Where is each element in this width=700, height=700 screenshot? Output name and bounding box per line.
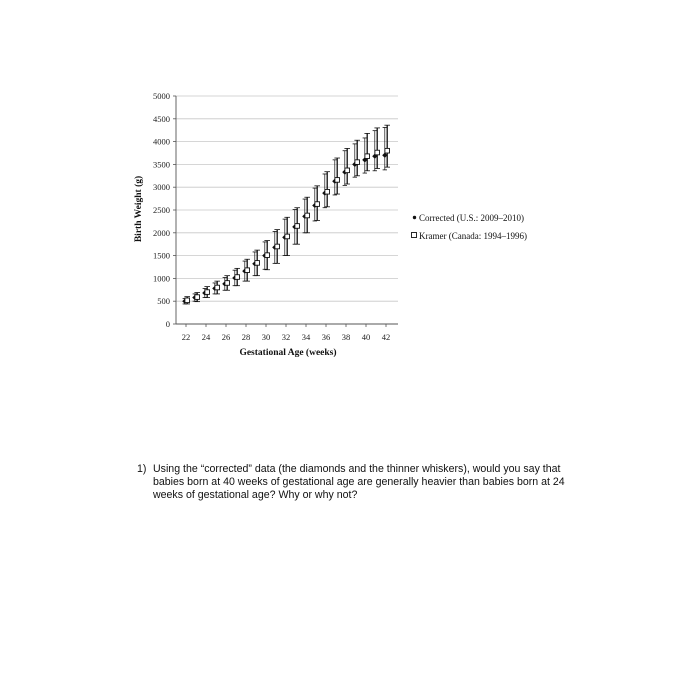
x-tick-label: 28 [241,332,251,342]
data-point-square [245,268,250,273]
x-tick-label: 22 [181,332,191,342]
x-axis-title: Gestational Age (weeks) [239,348,337,358]
data-point-square [305,213,310,218]
data-point-square [365,154,370,159]
data-point-square [275,244,280,249]
question-block [120,463,590,503]
y-tick-label: 4000 [153,136,170,147]
y-tick-label: 1000 [153,273,170,284]
question-number: 1) [137,463,147,475]
data-point-square [205,290,210,295]
legend-label-kramer: Kramer (Canada: 1994–1996) [419,231,527,241]
data-point-square [345,168,350,173]
data-point-square [315,202,320,207]
y-tick-label: 4500 [153,113,170,124]
data-point-square [195,295,200,300]
y-axis-title: Birth Weight (g) [134,175,144,243]
legend [412,213,527,241]
y-tick-label: 3000 [153,182,170,193]
x-tick-label: 26 [221,332,231,342]
data-point-square [215,285,220,290]
y-tick-label: 0 [165,319,170,329]
y-tick-label: 1500 [153,250,170,261]
y-tick-labels [153,91,170,329]
x-tick-label: 34 [301,332,311,342]
data-point-square [225,281,230,286]
data-point-square [265,253,270,258]
data-point-square [285,234,290,239]
legend-marker-corrected [413,216,416,219]
y-tick-label: 3500 [153,159,170,170]
y-tick-label: 500 [157,296,170,307]
data-point-square [295,224,300,229]
gridlines [176,96,398,301]
legend-marker-kramer [412,233,417,238]
x-tick-label: 38 [341,332,351,342]
x-tick-label: 32 [281,332,291,342]
question-text: Using the “corrected” data (the diamonds and the thinner whiskers), would you say that babies born at 40 weeks of gestational age are generally heavier than babies born at 24 weeks of gestational age? Why or why not? [153,463,565,502]
x-tick-label: 36 [321,332,331,342]
x-tick-labels [182,332,391,342]
data-series [182,125,390,304]
data-point-square [235,275,240,280]
x-tick-label: 24 [201,332,211,342]
y-tick-label: 5000 [153,91,170,101]
x-tick-label: 40 [361,332,371,342]
y-tick-label: 2500 [153,205,170,215]
y-tick-label: 2000 [153,227,170,238]
series-kramer [184,125,390,304]
legend-label-corrected: Corrected (U.S.: 2009–2010) [419,213,524,223]
data-point-square [385,148,390,153]
data-point-square [185,298,190,303]
data-point-square [375,150,380,155]
x-tick-label: 30 [261,332,271,342]
data-point-square [255,261,260,266]
data-point-square [355,160,360,165]
data-point-square [335,178,340,183]
x-tick-label: 42 [381,332,391,342]
data-point-square [325,189,330,194]
